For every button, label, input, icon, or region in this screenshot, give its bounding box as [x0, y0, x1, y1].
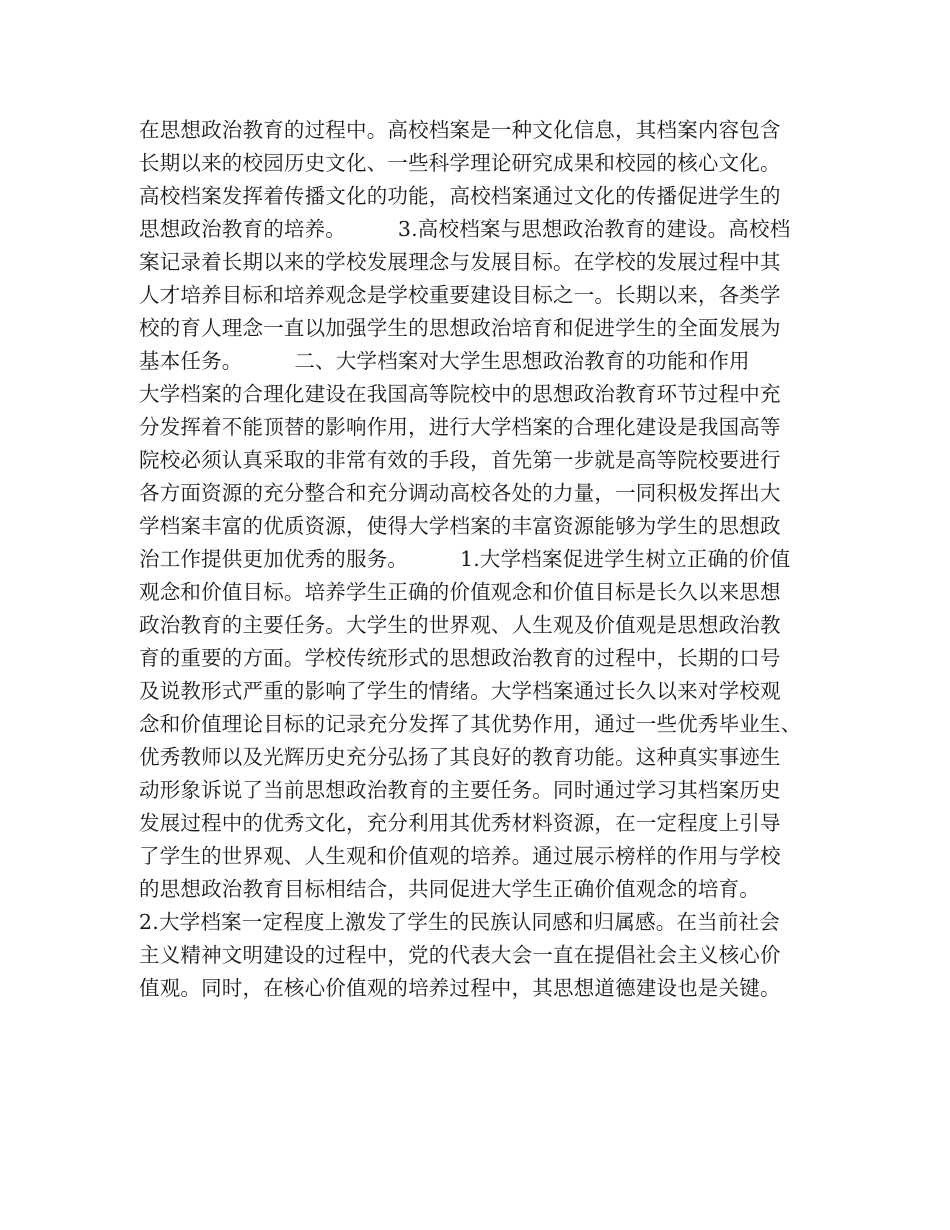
text-line: 校的育人理念一直以加强学生的思想政治培育和促进学生的全面发展为 — [139, 316, 781, 340]
text-line: 优秀教师以及光辉历史充分弘扬了其良好的教育功能。这种真实事迹生 — [139, 745, 781, 769]
text-line: 动形象诉说了当前思想政治教育的主要任务。同时通过学习其档案历史 — [139, 778, 781, 802]
text-line: 人才培养目标和培养观念是学校重要建设目标之一。长期以来，各类学 — [139, 283, 781, 307]
text-line: 2.大学档案一定程度上激发了学生的民族认同感和归属感。在当前社会 — [139, 910, 780, 934]
text-line: 的思想政治教育目标相结合，共同促进大学生正确价值观念的培育。 — [139, 877, 760, 901]
text-line: 高校档案发挥着传播文化的功能，高校档案通过文化的传播促进学生的 — [139, 184, 781, 208]
text-line: 治工作提供更加优秀的服务。 1.大学档案促进学生树立正确的价值 — [139, 547, 791, 571]
text-line: 基本任务。 二、大学档案对大学生思想政治教育的功能和作用 — [139, 349, 750, 373]
text-line: 院校必须认真采取的非常有效的手段，首先第一步就是高等院校要进行 — [139, 448, 781, 472]
text-line: 观念和价值目标。培养学生正确的价值观念和价值目标是长久以来思想 — [139, 580, 781, 604]
text-line: 发展过程中的优秀文化，充分利用其优秀材料资源，在一定程度上引导 — [139, 811, 781, 835]
text-line: 值观。同时，在核心价值观的培养过程中，其思想道德建设也是关键。 — [139, 976, 781, 1000]
text-line: 政治教育的主要任务。大学生的世界观、人生观及价值观是思想政治教 — [139, 613, 781, 637]
text-line: 了学生的世界观、人生观和价值观的培养。通过展示榜样的作用与学校 — [139, 844, 781, 868]
text-line: 案记录着长期以来的学校发展理念与发展目标。在学校的发展过程中其 — [139, 250, 781, 274]
text-line: 主义精神文明建设的过程中，党的代表大会一直在提倡社会主义核心价 — [139, 943, 781, 967]
text-line: 各方面资源的充分整合和充分调动高校各处的力量，一同积极发挥出大 — [139, 481, 781, 505]
text-line: 思想政治教育的培养。 3.高校档案与思想政治教育的建设。高校档 — [139, 217, 791, 241]
text-line: 学档案丰富的优质资源，使得大学档案的丰富资源能够为学生的思想政 — [139, 514, 781, 538]
text-line: 分发挥着不能顶替的影响作用，进行大学档案的合理化建设是我国高等 — [139, 415, 781, 439]
text-line: 念和价值理论目标的记录充分发挥了其优势作用，通过一些优秀毕业生、 — [139, 712, 802, 736]
text-line: 长期以来的校园历史文化、一些科学理论研究成果和校园的核心文化。 — [139, 151, 781, 175]
text-line: 育的重要的方面。学校传统形式的思想政治教育的过程中，长期的口号 — [139, 646, 781, 670]
text-line: 在思想政治教育的过程中。高校档案是一种文化信息，其档案内容包含 — [139, 118, 781, 142]
body-text — [139, 114, 839, 1005]
text-line: 及说教形式严重的影响了学生的情绪。大学档案通过长久以来对学校观 — [139, 679, 781, 703]
text-line: 大学档案的合理化建设在我国高等院校中的思想政治教育环节过程中充 — [139, 382, 781, 406]
